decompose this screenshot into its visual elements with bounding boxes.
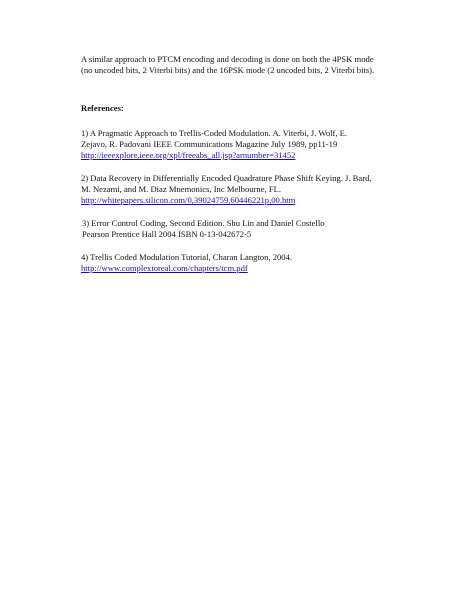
page-content [81, 54, 421, 274]
reference-3-line-1: 3) Error Control Coding, Second Edition. Shu Lin and Daniel Costello [82, 218, 325, 228]
reference-1-link[interactable]: http://ieeexplore.ieee.org/xpl/freeabs_all.jsp?arnumber=31452 [81, 150, 296, 160]
reference-4-link[interactable]: http://www.complextoreal.com/chapters/tcm.pdf [81, 263, 248, 273]
reference-1-line-2: Zejavo, R. Padovani IEEE Communications Magazine July 1989, pp11-19 [81, 139, 338, 149]
reference-3 [81, 218, 421, 240]
references-heading: References: [81, 103, 124, 113]
reference-2-line-2: M. Nezami, and M. Diaz Mnemonics, Inc Melbourne, FL. [81, 184, 281, 194]
reference-2-link[interactable]: http://whitepapers.silicon.com/0,39024759,60446221p,00.htm [81, 195, 296, 205]
intro-paragraph [81, 54, 421, 76]
reference-2 [81, 173, 421, 206]
reference-2-line-1: 2) Data Recovery in Differentially Encoded Quadrature Phase Shift Keying. J. Bard, [81, 173, 372, 183]
reference-3-line-2: Pearson Prentice Hall 2004 ISBN 0-13-042672-5 [82, 229, 252, 239]
reference-1-line-1: 1) A Pragmatic Approach to Trellis-Coded Modulation. A. Viterbi, J. Wolf, E. [81, 128, 348, 138]
intro-line-2: (no uncoded bits, 2 Viterbi bits) and the 16PSK mode (2 uncoded bits, 2 Viterbi bits). [81, 65, 375, 75]
intro-line-1: A similar approach to PTCM encoding and decoding is done on both the 4PSK mode [81, 54, 374, 64]
reference-4 [81, 252, 421, 274]
reference-4-line-1: 4) Trellis Coded Modulation Tutorial, Charan Langton, 2004. [81, 252, 293, 262]
reference-1 [81, 128, 421, 161]
